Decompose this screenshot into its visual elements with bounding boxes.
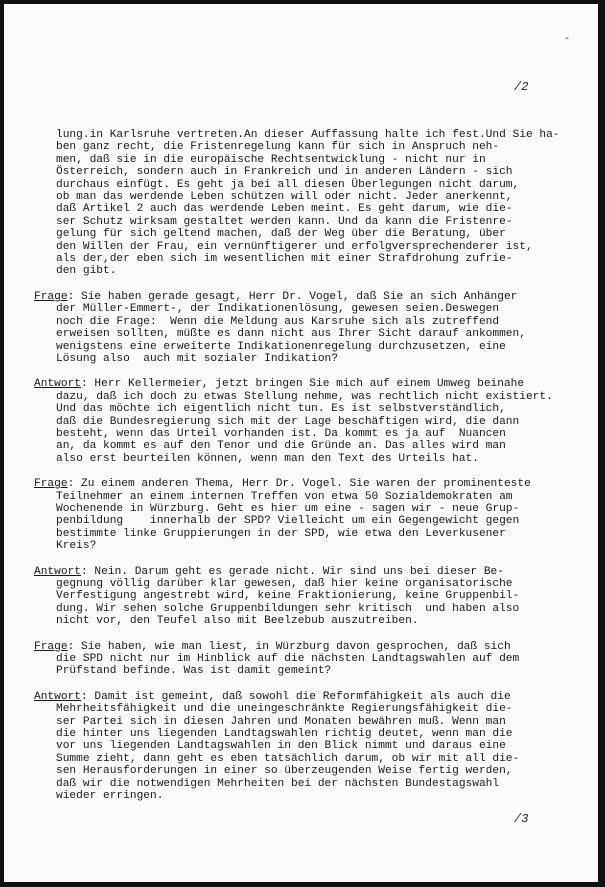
text-line [34,641,586,653]
text-line: Teilnehmer an einem internen Treffen von etwa 50 Sozialdemokraten am [56,490,513,503]
text-line: noch die Frage: Wenn die Meldung aus Karsruhe sich als zutreffend [56,315,500,328]
text-line: die hinter uns liegenden Landtagswahlen richtig deutet, wenn man die [56,728,513,741]
text-line: daß Artikel 2 auch das werdende Leben meint. Es geht darum, wie die- [56,203,513,216]
text-line [34,291,586,303]
text-line: vor uns liegenden Landtagswahlen in den Blick nimmt und daraus eine [56,740,506,753]
text-line: also erst beurteilen können, wenn man den Text des Urteils hat. [56,452,479,465]
text-line: Lösung also auch mit sozialer Indikation? [56,352,338,365]
text-line: Verfestigung angestrebt wird, keine Fraktionierung, keine Gruppenbil- [56,590,520,603]
document-page [4,4,598,882]
text-line-rest: : Sie haben, wie man liest, in Würzburg davon gesprochen, daß sich [67,640,511,653]
text-line: ob man das werdende Leben schützen will oder nicht. Jeder anerkennt, [56,191,513,204]
text-line: Summe zieht, dann geht es eben tatsächlich darum, ob wir mit all die- [56,752,520,765]
frage-label: Frage [34,640,68,653]
text-line: die SPD nicht nur im Hinblick auf die nächsten Landtagswahlen auf dem [56,653,520,666]
frage-label: Frage [34,478,68,491]
text-line: nicht vor, den Teufel also mit Beelzebub auszutreiben. [56,615,419,628]
frage-label: Frage [34,290,68,303]
text-line: daß die Bundesregierung sich mit der Lage beschäftigen wird, die dann [56,415,520,428]
text-line: Und das möchte ich eigentlich nicht tun. Es ist selbstverständlich, [56,403,506,416]
stray-mark: - [564,34,571,45]
text-line [34,566,586,578]
antwort-paragraph [34,378,586,465]
text-line: Kreis? [56,540,97,553]
text-line: bestimmte linke Gruppierungen in der SPD, wie etwa den Leverkusener [56,527,506,540]
text-line: ben ganz recht, die Fristenregelung kann für sich in Anspruch neh- [56,141,500,154]
frage-paragraph [34,291,586,365]
text-line-rest: : Herr Kellermeier, jetzt bringen Sie mich auf einem Umweg beinahe [81,378,525,391]
text-line-rest: : Nein. Darum geht es gerade nicht. Wir sind uns bei dieser Be- [81,565,504,578]
text-line: dazu, daß ich doch zu etwas Stellung nehme, was rechtlich nicht existiert. [56,390,553,403]
text-line: dung. Wir sehen solche Gruppenbildungen sehr kritisch und haben also [56,602,520,615]
text-line: gegnung völlig darüber klar gewesen, daß hier keine organisatorische [56,578,513,590]
text-line: den gibt. [56,265,117,278]
text-line: erweisen sollten, müßte es dann nicht aus Ihrer Sicht darauf ankommen, [56,328,526,341]
text-line: ser Partei sich in diesen Jahren und Monaten bewähren muß. Wenn man [56,715,506,728]
text-line: an, da kommt es auf den Tenor und die Gründe an. Das alles wird man [56,440,506,453]
text-line: daß wir die notwendigen Mehrheiten bei der nächsten Bundestagswahl [56,777,500,790]
antwort-label: Antwort [34,378,81,391]
text-line [34,691,586,703]
text-line: wieder erringen. [56,790,164,803]
antwort-paragraph [34,566,586,628]
text-line-rest: : Sie haben gerade gesagt, Herr Dr. Vogel, daß Sie an sich Anhänger [67,290,518,303]
text-line: lung.in Karlsruhe vertreten.An dieser Auffassung halte ich fest.Und Sie ha- [56,129,560,141]
text-line [34,478,586,490]
text-line: sen Herausforderungen in einer so überzeugenden Weise fertig werden, [56,765,513,778]
text-line: Wochenende in Würzburg. Geht es hier um eine - sagen wir - neue Grup- [56,502,520,515]
text-line-rest: : Zu einem anderen Thema, Herr Dr. Vogel. Sie waren der prominenteste [67,478,531,491]
page-number-top: /2 [514,80,529,94]
text-line: durchaus einfügt. Es geht ja bei all diesen Überlegungen nicht darum, [56,178,520,191]
text-line: als der,der eben sich im wesentlichen mit einer Strafdrohung zufrie- [56,253,513,266]
text-line: wenigstens eine erweiterte Indikationenregelung durchzusetzen, eine [56,340,506,353]
text-line: den Willen der Frau, ein vernünftigerer und erfolgversprechenderer ist, [56,240,533,253]
text-line [34,378,586,390]
frage-paragraph [34,641,586,678]
continuation-paragraph [34,129,586,278]
text-line: Österreich, sondern auch in Frankreich und in anderen Ländern - sich [56,166,513,179]
antwort-paragraph [34,691,586,803]
page-number-bottom: /3 [514,812,529,826]
text-line-rest: : Damit ist gemeint, daß sowohl die Reformfähigkeit als auch die [81,690,511,703]
frage-paragraph [34,478,586,552]
text-line: gelung für sich geltend machen, daß der Weg über die Beratung, über [56,228,506,241]
text-line: penbildung innerhalb der SPD? Vielleicht um ein Gegengewicht gegen [56,515,520,528]
text-line: men, daß sie in die europäische Rechtsentwicklung - nicht nur in [56,153,486,166]
text-line: Prüfstand befinde. Was ist damit gemeint? [56,665,332,678]
antwort-label: Antwort [34,565,81,578]
text-line: der Müller-Emmert-, der Indikationenlösung, gewesen seien.Deswegen [56,303,500,316]
text-line: besteht, wenn das Urteil vorhanden ist. Da kommt es ja auf Nuancen [56,427,506,440]
text-line: Mehrheitsfähigkeit und die uneingeschränkte Regierungsfähigkeit die- [56,703,513,716]
text-line: ser Schutz wirksam gestaltet werden kann. Und da kann die Fristenre- [56,215,513,228]
transcript-body [34,129,586,816]
antwort-label: Antwort [34,690,81,703]
